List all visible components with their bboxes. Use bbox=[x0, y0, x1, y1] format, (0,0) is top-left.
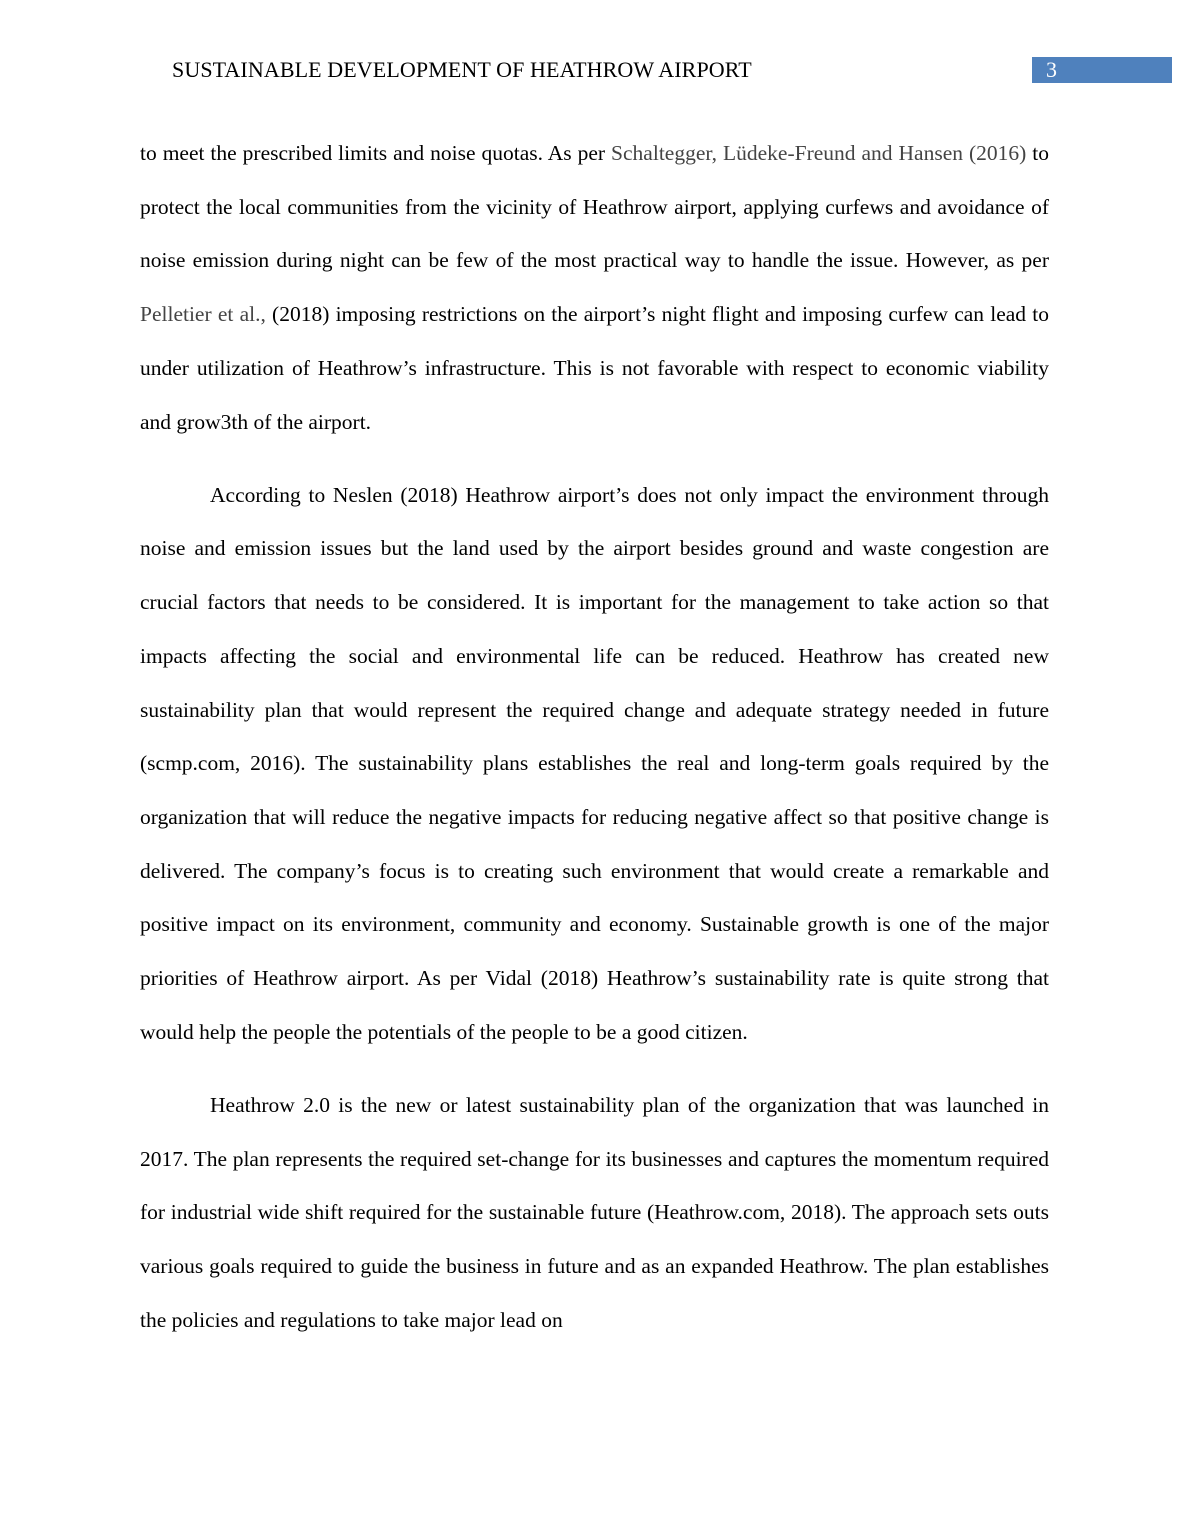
paragraph-1-text-c: (2018) imposing restrictions on the airport’s night flight and imposing curfew can lead to under utilization of Heathrow’s infrastructure. This is not favorable with respect to economic viability and grow3th of the airport. bbox=[140, 302, 1049, 434]
paragraph-1 bbox=[140, 127, 1049, 449]
header-title: SUSTAINABLE DEVELOPMENT OF HEATHROW AIRPORT bbox=[172, 57, 752, 82]
paragraph-2: According to Neslen (2018) Heathrow airport’s does not only impact the environment through noise and emission issues but the land used by the airport besides ground and waste congestion are crucial factors that needs to be considered. It is important for the management to take action so that impacts affecting the social and environmental life can be reduced. Heathrow has created new sustainability plan that would represent the required change and adequate strategy needed in future (scmp.com, 2016). The sustainability plans establishes the real and long-term goals required by the organization that will reduce the negative impacts for reducing negative affect so that positive change is delivered. The company’s focus is to creating such environment that would create a remarkable and positive impact on its environment, community and economy. Sustainable growth is one of the major priorities of Heathrow airport. As per Vidal (2018) Heathrow’s sustainability rate is quite strong that would help the people the potentials of the people to be a good citizen. bbox=[140, 482, 1049, 1044]
paragraph-1-text-b: to protect the local communities from the vicinity of Heathrow airport, applying curfews and avoidance of noise emission during night can be few of the most practical way to handle the issue. However, as per bbox=[140, 141, 1049, 273]
paragraph-3: Heathrow 2.0 is the new or latest sustainability plan of the organization that was launched in 2017. The plan represents the required set-change for its businesses and captures the momentum required for industrial wide shift required for the sustainable future (Heathrow.com, 2018). The approach sets outs various goals required to guide the business in future and as an expanded Heathrow. The plan establishes the policies and regulations to take major lead on bbox=[140, 1092, 1049, 1332]
citation-schaltegger: Schaltegger, Lüdeke-Freund and Hansen (2016) bbox=[611, 141, 1027, 165]
page-number-box bbox=[1032, 57, 1172, 83]
paragraph-1-text-a: to meet the prescribed limits and noise quotas. As per bbox=[140, 141, 612, 165]
citation-pelletier: Pelletier et al., bbox=[140, 302, 266, 327]
page-number: 3 bbox=[1046, 57, 1057, 82]
document-body bbox=[140, 127, 1049, 1347]
